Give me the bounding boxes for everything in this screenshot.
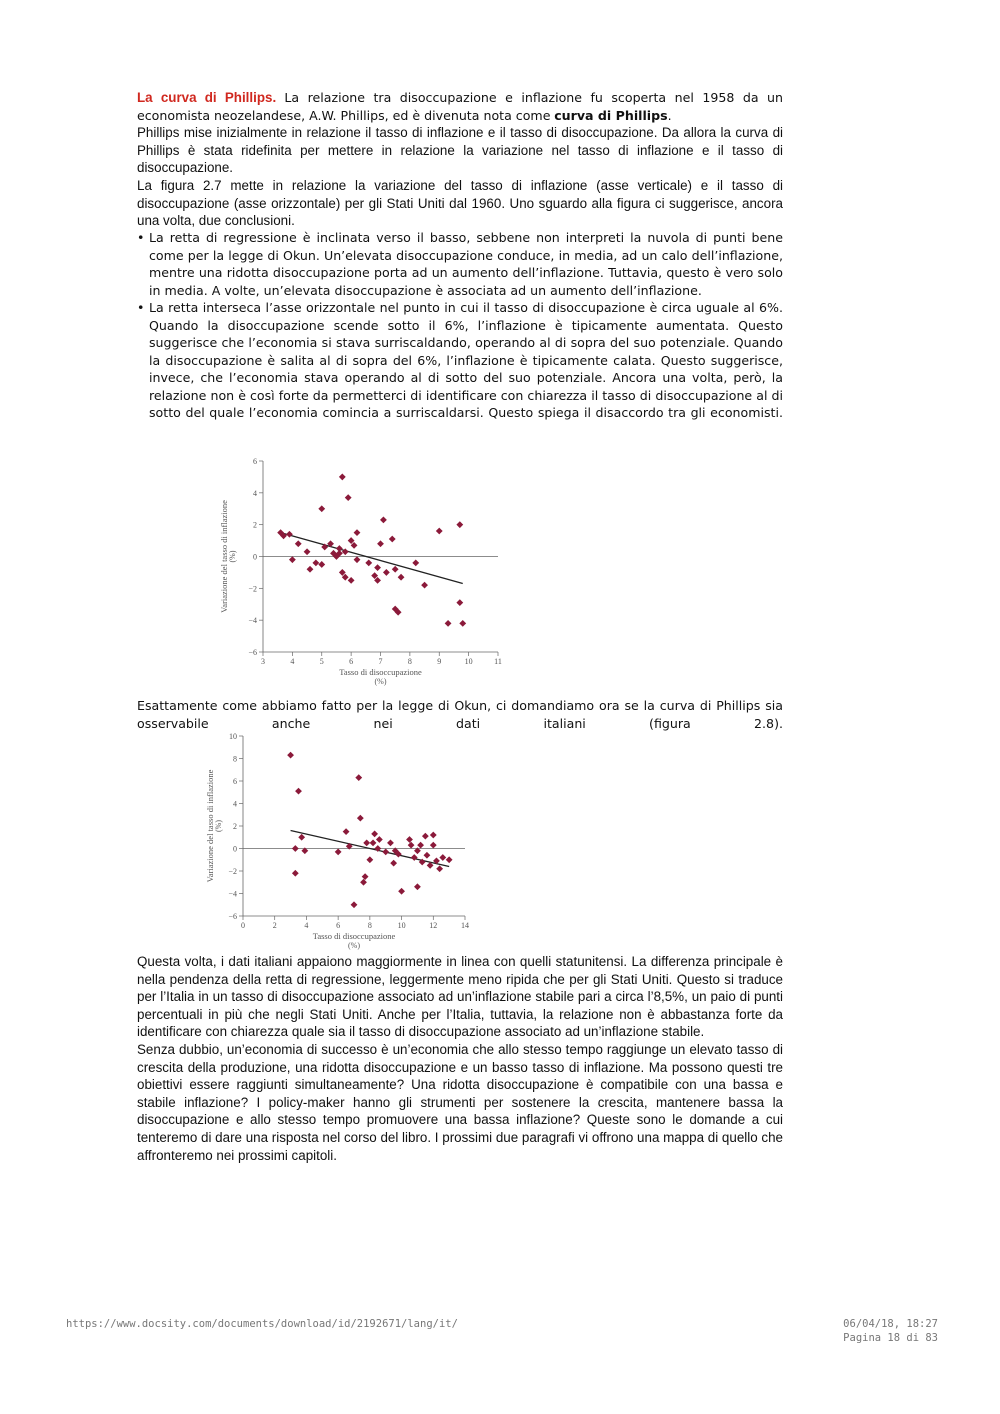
x-tick-label: 11 — [494, 657, 502, 666]
intro-paragraph-1 — [137, 89, 783, 124]
data-point — [439, 854, 446, 861]
data-point — [390, 860, 397, 867]
data-point — [436, 528, 443, 535]
y-tick-label: 10 — [229, 732, 237, 741]
y-tick-label: −4 — [228, 889, 237, 899]
data-point — [417, 842, 424, 849]
bullet-text: La retta interseca l’asse orizzontale nel punto in cui il tasso di disoccupazione è circa uguale al 6%. Quando la disoccupazione scende sotto il 6%, l’inflazione è tipicamente aumentata. Questo suggerisce che l’economia si stava surriscaldando, operando al di sopra del suo potenziale. Quando la disoccupazione è salita al di sopra del 6%, l’inflazione è tipicamente calata. Questo suggerisce, invece, che l’economia stava operando al di sotto del suo potenziale. Ancora una volta, però, la relazione non è così forte da permetterci di identificare con chiarezza il tasso di disoccupazione al di sotto del quale l’economia comincia a surriscaldarsi. Questo spiega il disaccordo tra gli economisti. — [149, 300, 783, 420]
data-point — [414, 883, 421, 890]
intro-paragraph-2: Phillips mise inizialmente in relazione il tasso di inflazione e il tasso di disoccupazione. Da allora la curva di Phillips è stata ridefinita per mettere in relazione la variazione nel tasso di inflazione e il tasso di disoccupazione. — [137, 125, 783, 176]
data-point — [354, 529, 361, 536]
data-point — [374, 564, 381, 571]
y-tick-label: 2 — [253, 520, 257, 530]
bullet-list — [137, 229, 783, 422]
intro-paragraph-3: La figura 2.7 mette in relazione la variazione del tasso di inflazione (asse verticale) e il tasso di disoccupazione (asse orizzontale) per gli Stati Uniti dal 1960. Uno sguardo alla figura ci suggerisce, ancora una volta, due conclusioni. — [137, 177, 783, 229]
x-tick-label: 9 — [437, 657, 442, 666]
section-heading: La curva di Phillips. — [137, 90, 277, 105]
x-tick-label: 5 — [319, 657, 324, 666]
data-point — [342, 548, 349, 555]
footer-page-number: Pagina 18 di 83 — [843, 1332, 938, 1344]
data-point — [318, 505, 325, 512]
bullet-item-2 — [137, 299, 783, 422]
data-point — [422, 833, 429, 840]
data-point — [292, 870, 299, 877]
data-point — [387, 839, 394, 846]
x-tick-label: 6 — [349, 657, 354, 666]
y-tick-label: 0 — [253, 552, 257, 562]
x-tick-label: 8 — [367, 921, 372, 930]
data-point — [392, 566, 399, 573]
data-point — [354, 556, 361, 563]
data-point — [351, 901, 358, 908]
bullet-text: La retta di regressione è inclinata verso il basso, sebbene non interpreti la nuvola di punti bene come per la legge di Okun. Un’elevata disoccupazione conduce, in media, ad un calo dell’inflazione, mentre una ridotta disoccupazione porta ad un aumento dell’inflazione. Tuttavia, questo è vero solo in media. A volte, un’elevata disoccupazione è associata ad un aumento dell’inflazione. — [149, 230, 783, 298]
data-point — [377, 540, 384, 547]
data-point — [406, 836, 413, 843]
data-point — [343, 828, 350, 835]
data-point — [430, 832, 437, 839]
y-tick-label: −2 — [248, 584, 257, 594]
chart-italy-scatter — [205, 730, 485, 952]
y-tick-label: 6 — [253, 457, 257, 466]
data-point — [436, 865, 443, 872]
data-point — [370, 839, 377, 846]
data-point — [421, 582, 428, 589]
data-point — [382, 848, 389, 855]
data-point — [304, 548, 311, 555]
data-point — [371, 830, 378, 837]
data-point — [446, 856, 453, 863]
data-point — [456, 599, 463, 606]
bullet-marker: • — [137, 230, 145, 245]
x-axis-label: Tasso di disoccupazione — [339, 667, 422, 677]
bullet-item-1 — [137, 229, 783, 299]
data-point — [287, 752, 294, 759]
data-point — [383, 569, 390, 576]
y-tick-label: −2 — [228, 867, 237, 876]
y-tick-label: 4 — [233, 799, 237, 809]
data-point — [398, 574, 405, 581]
data-point — [363, 839, 370, 846]
x-tick-label: 2 — [272, 921, 277, 930]
x-tick-label: 10 — [397, 921, 406, 930]
x-tick-label: 6 — [336, 921, 341, 930]
data-point — [411, 854, 418, 861]
y-tick-label: −4 — [248, 616, 257, 626]
x-tick-label: 4 — [304, 921, 309, 930]
data-point — [459, 620, 466, 627]
data-point — [430, 842, 437, 849]
x-axis-label: Tasso di disoccupazione — [312, 931, 396, 941]
data-point — [307, 566, 314, 573]
y-axis-unit: (%) — [214, 820, 223, 832]
x-tick-label: 3 — [261, 657, 265, 666]
data-point — [398, 888, 405, 895]
data-point — [365, 559, 372, 566]
y-tick-label: −6 — [228, 912, 237, 921]
y-tick-label: −6 — [248, 648, 257, 657]
middle-paragraph: Esattamente come abbiamo fatto per la legge di Okun, ci domandiamo ora se la curva di Phillips sia osservabile anche nei dati italiani (figura 2.8). — [137, 698, 783, 731]
data-point — [360, 879, 367, 886]
data-point — [412, 559, 419, 566]
data-point — [292, 845, 299, 852]
data-point — [348, 577, 355, 584]
data-point — [312, 559, 319, 566]
data-point — [357, 815, 364, 822]
closing-paragraph-1: Questa volta, i dati italiani appaiono maggiormente in linea con quelli statunitensi. La differenza principale è nella pendenza della retta di regressione, leggermente meno ripida che per gli Stati Uniti. Questo si traduce per l’Italia in un tasso di disoccupazione associato ad un’inflazione stabile pari a circa l’8,5%, un paio di punti percentuali in più che negli Stati Uniti. Anche per l’Italia, tuttavia, la relazione non è abbastanza forte da identificare con chiarezza quale sia il tasso di disoccupazione associato ad un’inflazione stabile. — [137, 954, 783, 1040]
data-point — [389, 536, 396, 543]
y-axis-label: Variazione del tasso di inflazione — [219, 500, 229, 613]
data-point — [335, 848, 342, 855]
intro-text-end: . — [667, 107, 672, 123]
y-axis-unit: (%) — [228, 550, 237, 563]
data-point — [408, 842, 415, 849]
data-point — [366, 856, 373, 863]
figure-us-phillips — [205, 455, 515, 695]
x-tick-label: 14 — [461, 921, 469, 930]
intro-section — [137, 89, 783, 230]
closing-paragraph-2: Senza dubbio, un’economia di successo è un’economia che allo stesso tempo raggiunge un elevato tasso di crescita della produzione, una ridotta disoccupazione e un basso tasso di inflazione. Ma possono questi tre obiettivi essere raggiunti simultaneamente? Una ridotta disoccupazione è compatibile con una bassa e stabile inflazione? I policy-maker hanno gli strumenti per sostenere la crescita, mantenere bassa la disoccupazione e allo stesso tempo promuovere una bassa inflazione? Queste sono le domande a cui tenteremo di dare una risposta nel corso del libro. I prossimi due paragrafi vi offrono una mappa di quello che affronteremo nei prossimi capitoli. — [137, 1041, 783, 1163]
chart-us-scatter — [205, 455, 515, 695]
intro-text: La relazione tra disoccupazione e inflazione fu scoperta nel 1958 da un economista neozelandese, A.W. Phillips, ed è divenuta nota come — [137, 90, 783, 123]
y-tick-label: 0 — [233, 844, 237, 854]
x-axis-unit: (%) — [348, 941, 360, 950]
data-point — [380, 516, 387, 523]
y-tick-label: 4 — [253, 488, 257, 498]
bullet-marker: • — [137, 300, 145, 315]
y-tick-label: 2 — [233, 822, 237, 831]
data-point — [295, 788, 302, 795]
data-point — [295, 540, 302, 547]
x-tick-label: 4 — [290, 657, 295, 666]
data-point — [456, 521, 463, 528]
data-point — [445, 620, 452, 627]
x-tick-label: 10 — [464, 657, 473, 666]
y-tick-label: 8 — [233, 754, 237, 764]
y-tick-label: 6 — [233, 777, 237, 786]
data-point — [424, 852, 431, 859]
data-point — [339, 474, 346, 481]
x-tick-label: 12 — [429, 921, 438, 930]
x-tick-label: 7 — [378, 657, 383, 666]
data-point — [355, 774, 362, 781]
data-point — [362, 873, 369, 880]
data-point — [286, 531, 293, 538]
bold-term: curva di Phillips — [554, 107, 668, 123]
x-tick-label: 8 — [407, 657, 412, 666]
data-point — [289, 556, 296, 563]
x-axis-unit: (%) — [374, 677, 387, 686]
x-tick-label: 0 — [241, 921, 245, 930]
closing-section — [137, 953, 783, 1164]
data-point — [345, 494, 352, 501]
y-axis-label: Variazione del tasso di inflazione — [205, 769, 215, 883]
footer-url: https://www.docsity.com/documents/download/id/2192671/lang/it/ — [66, 1318, 458, 1330]
data-point — [376, 836, 383, 843]
data-point — [318, 561, 325, 568]
footer-datetime: 06/04/18, 18:27 — [843, 1318, 938, 1330]
data-point — [298, 834, 305, 841]
figure-italy-phillips — [205, 730, 485, 952]
